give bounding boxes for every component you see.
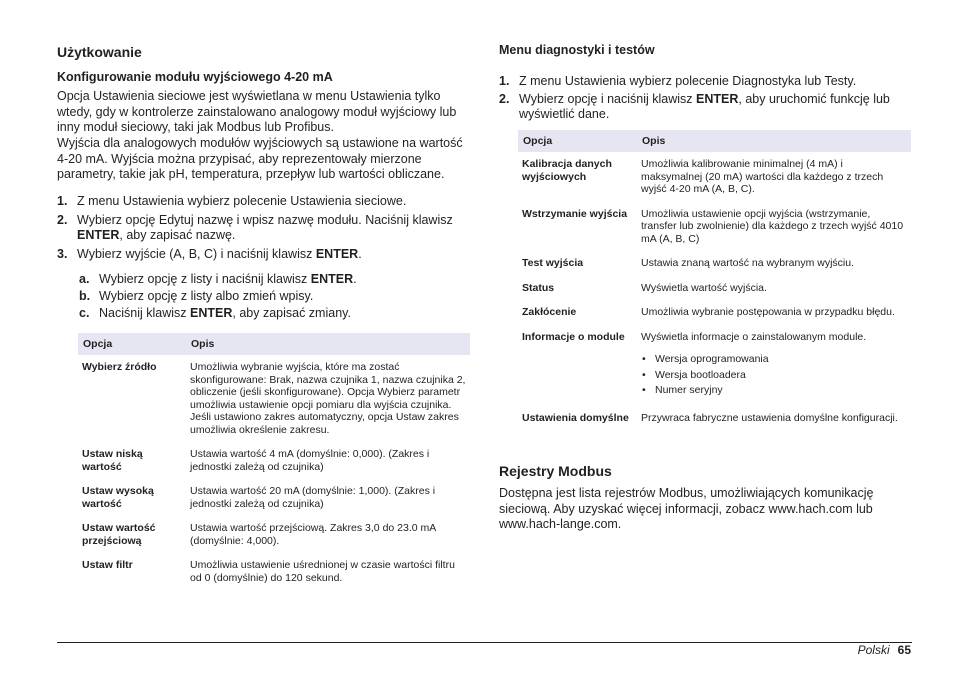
module-info-list (641, 353, 907, 397)
table-row (78, 442, 470, 479)
option-name: Ustawienia domyślne (522, 411, 629, 424)
section-heading-usage: Użytkowanie (57, 44, 142, 60)
subheading-output-module: Konfigurowanie modułu wyjściowego 4-20 mA (57, 70, 333, 84)
substep-text: Naciśnij klawisz ENTER, aby zapisać zmiany. (99, 306, 351, 320)
option-description: Umożliwia ustawienie opcji wyjścia (wstrzymanie, transfer lub zwolnienie) dla każdego z trzech wyjść 4010 mA (A, B, C) (641, 207, 904, 245)
paragraph-outputs: Wyjścia dla analogowych modułów wyjściowych są ustawione na wartość 4-20 mA. Wyjścia można przypisać, aby reprezentowały mierzone parametry, takie jak pH, temperatura, przepływ lub wartości obliczane. (57, 136, 463, 181)
section-heading-modbus: Rejestry Modbus (499, 463, 612, 479)
option-name: Ustaw filtr (82, 559, 133, 571)
substep-letter: b. (79, 289, 91, 303)
option-name: Zakłócenie (522, 306, 577, 318)
paragraph-network-settings: Opcja Ustawienia sieciowe jest wyświetlana w menu Ustawienia tylko wtedy, gdy w kontrolerze zainstalowano analogowy moduł wyjściowy lub inny moduł sieciowy, taki jak Modbus lub Profibus. (57, 89, 457, 134)
diagnostics-table (518, 130, 911, 430)
option-description: Ustawia wartość 20 mA (domyślnie: 1,000). (Zakres i jednostki zależą od czujnika) (190, 485, 436, 510)
list-item: • Numer seryjny (655, 384, 907, 397)
option-name: Ustaw wartość przejściową (82, 522, 156, 547)
column-header-description: Opis (186, 333, 470, 355)
substep-a (79, 272, 470, 287)
option-description: Umożliwia wybranie postępowania w przypadku błędu. (641, 306, 895, 318)
option-name: Status (522, 281, 555, 294)
page-number: 65 (897, 643, 911, 657)
option-description: Wyświetla wartość wyjścia. (641, 281, 767, 294)
option-name: Ustaw wysoką wartość (82, 485, 154, 510)
table-row (518, 152, 911, 202)
option-description: Umożliwia kalibrowanie minimalnej (4 mA) i maksymalnej (20 mA) wartości dla każdego z trzech wyjść 4-20 mA (A, B, C). (641, 158, 884, 195)
output-options-table (78, 333, 470, 590)
option-name: Ustaw niską wartość (82, 448, 143, 473)
option-name: Informacje o module (522, 330, 625, 343)
option-name: Wybierz źródło (82, 361, 157, 373)
step-text: Z menu Ustawienia wybierz polecenie Ustawienia sieciowe. (77, 194, 407, 208)
subheading-diagnostics: Menu diagnostyki i testów (499, 43, 655, 57)
step-3 (57, 247, 470, 262)
option-description: Przywraca fabryczne ustawienia domyślne konfiguracji. (641, 411, 898, 424)
list-item: • Wersja oprogramowania (655, 353, 907, 366)
option-description: Umożliwia ustawienie uśrednionej w czasie wartości filtru od 0 (domyślnie) do 120 sekund. (190, 559, 455, 584)
footer-divider (57, 642, 912, 643)
column-header-option: Opcja (518, 130, 637, 152)
step-text: Wybierz opcję i naciśnij klawisz ENTER, aby uruchomić funkcję lub wyświetlić dane. (519, 92, 890, 121)
table-row (518, 406, 911, 431)
substep-b (79, 289, 470, 304)
diag-step-1 (499, 74, 911, 89)
paragraph-modbus: Dostępna jest lista rejestrów Modbus, umożliwiających komunikację sieciową. Aby uzyskać więcej informacji, zobacz www.hach.com lub www.hach-lange.com. (499, 486, 874, 531)
table-row (518, 202, 911, 252)
option-name: Test wyjścia (522, 257, 584, 269)
table-header-row (518, 130, 911, 152)
substep-letter: c. (79, 306, 90, 320)
step-number: 1. (499, 74, 510, 88)
option-name: Kalibracja danych wyjściowych (522, 158, 612, 183)
step-number: 1. (57, 194, 68, 208)
step-2 (57, 213, 470, 243)
column-header-description: Opis (637, 130, 911, 152)
list-item: • Wersja bootloadera (655, 369, 907, 382)
step-number: 3. (57, 247, 68, 261)
step-text: Z menu Ustawienia wybierz polecenie Diagnostyka lub Testy. (519, 74, 857, 88)
step-text: Wybierz opcję Edytuj nazwę i wpisz nazwę modułu. Naciśnij klawisz ENTER, aby zapisać nazwę. (77, 213, 453, 242)
option-description-text: Wyświetla informacje o zainstalowanym module. (641, 330, 867, 343)
table-row (518, 276, 911, 301)
table-row (78, 553, 470, 590)
option-description: Ustawia znaną wartość na wybranym wyjściu. (641, 257, 854, 269)
option-name: Wstrzymanie wyjścia (522, 207, 628, 220)
table-row (518, 251, 911, 276)
table-row (518, 300, 911, 325)
step-1 (57, 194, 470, 209)
step-number: 2. (499, 92, 510, 106)
substep-c (79, 306, 470, 321)
table-header-row (78, 333, 470, 355)
footer-language: Polski (857, 643, 890, 657)
option-description: Ustawia wartość 4 mA (domyślnie: 0,000). (Zakres i jednostki zależą od czujnika) (190, 448, 430, 473)
page-footer (858, 643, 911, 657)
option-description: Ustawia wartość przejściową. Zakres 3,0 do 23.0 mA (domyślnie: 4,000). (190, 522, 436, 547)
diag-step-2 (499, 92, 911, 122)
substep-letter: a. (79, 272, 90, 286)
step-text: Wybierz wyjście (A, B, C) i naciśnij klawisz ENTER. (77, 247, 362, 261)
table-row (78, 516, 470, 553)
substep-text: Wybierz opcję z listy albo zmień wpisy. (99, 289, 314, 303)
table-row (78, 355, 470, 442)
table-row (518, 325, 911, 406)
option-description (637, 325, 911, 406)
step-number: 2. (57, 213, 68, 227)
table-row (78, 479, 470, 516)
option-description: Umożliwia wybranie wyjścia, które ma zostać skonfigurowane: Brak, nazwa czujnika 1, nazwa czujnika 2, obliczenie (jeśli skonfigurowane). Opcja Wybierz parametr umożliwia ustawienie opcji pomiaru dla wyjścia czujnika. Jeśli ustawiono zakres automatyczny, opcja Ustaw zakres umożliwia określenie zakresu. (190, 361, 466, 436)
column-header-option: Opcja (78, 333, 186, 355)
substep-text: Wybierz opcję z listy i naciśnij klawisz ENTER. (99, 272, 357, 286)
